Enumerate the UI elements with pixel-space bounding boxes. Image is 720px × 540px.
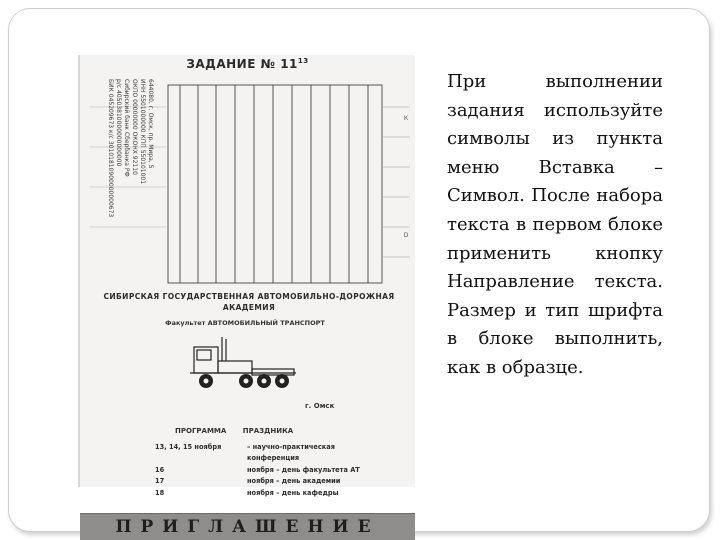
rotated-requisites: 644080, г. Омск, пр. Мира, 5 ИНН 5501000000 КПП 550101001 ОКПО 00000000 ОКОНХ 92110 Сибирский банк Сбербанка РФ р/с 40503810000000000000 БИК 045209673 к/с 30101810900000000673 <box>107 79 154 218</box>
instruction-text: При выполнении задания используйте символы из пункта меню Вставка – Символ. После набора текста в первом блоке применить кнопку Направление текста. Размер и тип шрифта в блоке выполнить, как в образце. <box>447 71 663 378</box>
task-title: ЗАДАНИЕ № $11^{13}$ <box>186 57 309 71</box>
program-header: ПРОГРАММА ПРАЗДНИКА <box>175 427 294 435</box>
city-label: г. Омск <box>305 402 335 410</box>
margin-marks: К D <box>403 115 409 239</box>
academy-name: СИБИРСКАЯ ГОСУДАРСТВЕННАЯ АВТОМОБИЛЬНО-ДОРОЖНАЯ АКАДЕМИЯ <box>103 292 395 312</box>
invitation-banner: ПРИГЛАШЕНИЕ <box>80 513 415 540</box>
program-row: 16 ноября – день факультета АТ <box>155 465 360 474</box>
truck-illustration <box>188 333 298 397</box>
program-row: 18 ноября – день кафедры <box>155 488 339 497</box>
faculty-name: Факультет АВТОМОБИЛЬНЫЙ ТРАНСПОРТ <box>165 319 325 327</box>
program-list <box>155 441 395 499</box>
scanned-document-image <box>78 55 415 537</box>
program-row: конференция <box>247 454 300 463</box>
program-row: 17 ноября – день академии <box>155 477 341 486</box>
program-row: 13, 14, 15 ноября – научно-практическая <box>155 442 335 451</box>
